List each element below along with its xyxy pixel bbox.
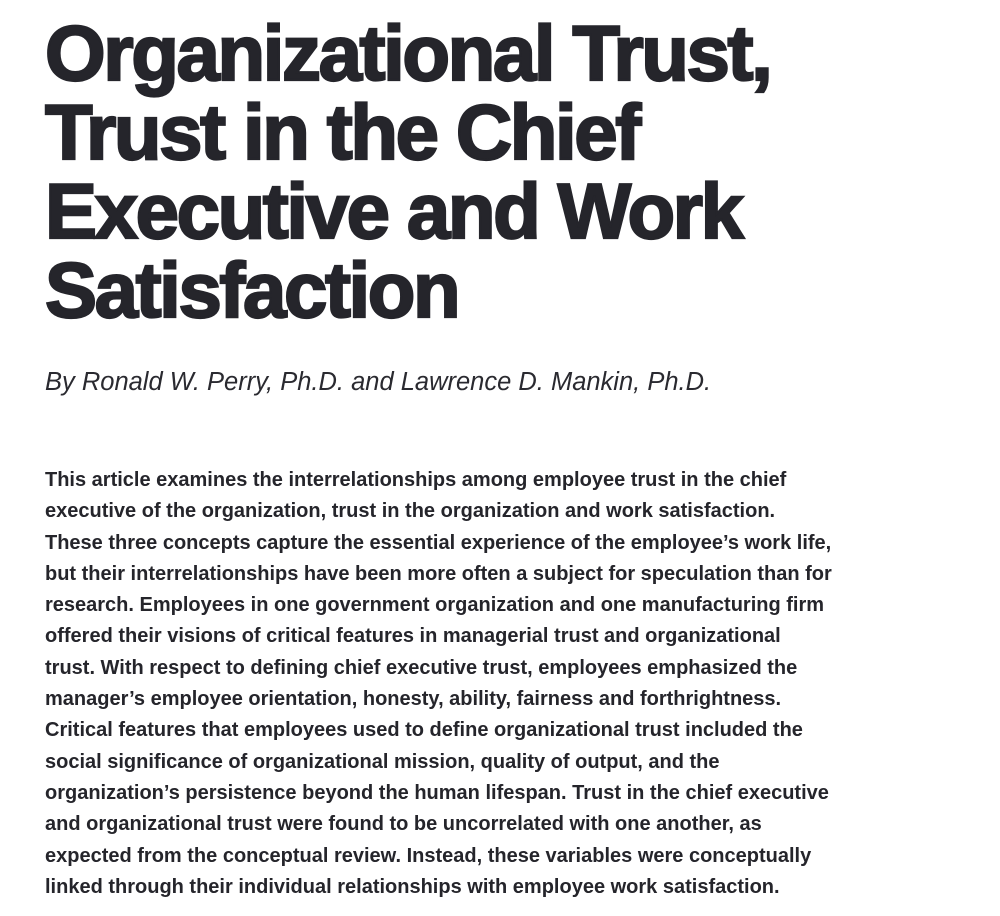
abstract-line: but their interrelationships have been more often a subject for speculation than for [45, 562, 832, 585]
abstract-line: offered their visions of critical features in managerial trust and organizational [45, 625, 781, 648]
title-line: Organizational Trust, [45, 9, 771, 97]
abstract-line: Critical features that employees used to define organizational trust included the [45, 719, 803, 742]
abstract-line: research. Employees in one government organization and one manufacturing firm [45, 594, 825, 617]
title-line: Satisfaction [45, 246, 459, 334]
abstract-line: These three concepts capture the essential experience of the employee’s work life, [45, 531, 832, 554]
article-title [45, 0, 985, 334]
abstract-line: expected from the conceptual review. Instead, these variables were conceptually [45, 844, 812, 867]
author-byline: By Ronald W. Perry, Ph.D. and Lawrence D. Mankin, Ph.D. [45, 368, 712, 396]
article-page [45, 0, 985, 898]
abstract-line: social significance of organizational mission, quality of output, and the [45, 750, 720, 773]
abstract-line: and organizational trust were found to be uncorrelated with one another, as [45, 813, 762, 836]
abstract-line: This article examines the interrelationships among employee trust in the chief [45, 469, 787, 491]
abstract-line: executive of the organization, trust in the organization and work satisfaction. [45, 500, 776, 523]
abstract-line: linked through their individual relationships with employee work satisfaction. [45, 875, 780, 898]
article-abstract [45, 465, 990, 903]
abstract-line: manager’s employee orientation, honesty, ability, fairness and forthrightness. [45, 688, 782, 711]
abstract-line: organization’s persistence beyond the human lifespan. Trust in the chief executive [45, 781, 829, 804]
title-line: Executive and Work [45, 167, 742, 255]
title-line: Trust in the Chief [45, 88, 639, 176]
abstract-line: trust. With respect to defining chief executive trust, employees emphasized the [45, 656, 798, 679]
